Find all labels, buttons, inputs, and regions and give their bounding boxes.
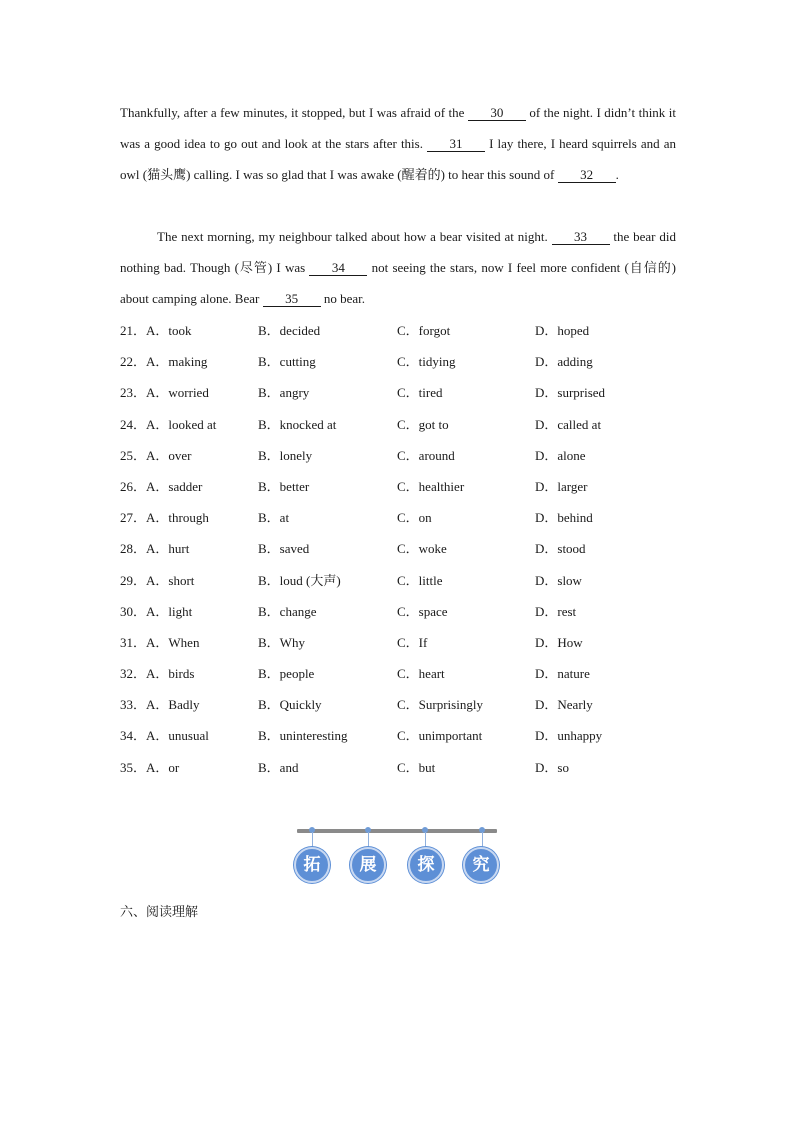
option-c: C．around: [397, 447, 455, 463]
option-c: C．unimportant: [397, 728, 483, 744]
option-b: B．Why: [258, 634, 305, 650]
passage-paragraph-1: [120, 97, 676, 190]
passage-paragraph-2: [120, 221, 676, 314]
option-a: A．hurt: [146, 541, 190, 557]
question-row: [120, 377, 680, 408]
option-d: D．Nearly: [535, 697, 593, 713]
option-a: A．short: [146, 572, 195, 588]
option-b: B．better: [258, 478, 310, 494]
question-a: [120, 346, 207, 377]
passage-text: no bear.: [320, 291, 365, 306]
option-b: B．at: [258, 510, 290, 526]
option-c: C．If: [397, 634, 428, 650]
option-d: D．called at: [535, 416, 602, 432]
banner-char-circle: 究: [463, 847, 499, 883]
question-number: 25．: [120, 447, 147, 463]
question-row: [120, 720, 680, 751]
question-a: [120, 409, 216, 440]
option-b: B．and: [258, 759, 299, 775]
passage-text: I lay there, I heard squirrels and an owl (猫头鹰) calling. I was so glad that I was awake (醒着的) to hear this sound of: [120, 136, 676, 182]
option-b: B．Quickly: [258, 697, 322, 713]
question-row: [120, 752, 680, 783]
question-row: [120, 533, 680, 564]
question-a: [120, 720, 209, 751]
blank-34: 34: [309, 261, 367, 276]
question-row: [120, 440, 680, 471]
banner-char-circle: 探: [408, 847, 444, 883]
question-a: [120, 565, 194, 596]
option-d: D．nature: [535, 666, 590, 682]
option-d: D．behind: [535, 510, 593, 526]
question-number: 31．: [120, 634, 147, 650]
banner-char-circle: 拓: [294, 847, 330, 883]
question-a: [120, 689, 199, 720]
option-c: C．Surprisingly: [397, 697, 483, 713]
question-number: 24．: [120, 416, 147, 432]
question-a: [120, 752, 179, 783]
question-a: [120, 471, 202, 502]
question-number: 22．: [120, 354, 147, 370]
option-c: C．heart: [397, 666, 445, 682]
option-a: A．over: [146, 447, 192, 463]
option-a: A．making: [146, 354, 208, 370]
option-b: B．knocked at: [258, 416, 337, 432]
question-a: [120, 596, 192, 627]
passage-text: the bear did nothing bad. Though (尽管) I was: [120, 229, 676, 275]
question-row: [120, 565, 680, 596]
option-b: B．decided: [258, 323, 321, 338]
option-c: C．space: [397, 603, 448, 619]
extension-inquiry-banner: [293, 822, 505, 888]
option-c: C．little: [397, 572, 443, 588]
option-c: C．tidying: [397, 354, 456, 370]
option-d: D．alone: [535, 447, 586, 463]
option-a: A．light: [146, 603, 193, 619]
question-a: [120, 658, 194, 689]
option-c: C．but: [397, 759, 436, 775]
question-row: [120, 502, 680, 533]
option-a: A．looked at: [146, 416, 217, 432]
question-number: 34．: [120, 728, 147, 744]
question-a: [120, 315, 192, 346]
option-d: D．unhappy: [535, 728, 603, 744]
blank-30: 30: [468, 106, 526, 121]
question-row: [120, 596, 680, 627]
question-number: 28．: [120, 541, 147, 557]
question-number: 30．: [120, 603, 147, 619]
question-number: 26．: [120, 478, 147, 494]
option-a: A．took: [146, 323, 192, 338]
option-a: A．unusual: [146, 728, 209, 744]
blank-32: 32: [558, 168, 616, 183]
question-row: [120, 409, 680, 440]
question-number: 35．: [120, 759, 147, 775]
banner-string: [482, 832, 483, 848]
option-b: B．change: [258, 603, 317, 619]
option-c: C．forgot: [397, 323, 451, 338]
passage-text: not seeing the stars, now I feel more confident (自信的) about camping alone. Bear: [120, 260, 676, 306]
option-c: C．got to: [397, 416, 449, 432]
option-b: B．people: [258, 666, 315, 682]
question-row: [120, 627, 680, 658]
option-a: A．When: [146, 634, 200, 650]
option-d: D．rest: [535, 603, 577, 619]
option-a: A．Badly: [146, 697, 200, 713]
question-a: [120, 440, 192, 471]
option-d: D．surprised: [535, 385, 606, 401]
passage-text: Thankfully, after a few minutes, it stopped, but I was afraid of the: [120, 105, 468, 120]
option-b: B．uninteresting: [258, 728, 348, 744]
banner-string: [312, 832, 313, 848]
option-b: B．angry: [258, 385, 310, 401]
question-row: [120, 346, 680, 377]
banner-hanger-bar: [297, 829, 497, 833]
option-d: D．larger: [535, 478, 588, 494]
question-row: [120, 315, 680, 346]
question-a: [120, 533, 189, 564]
banner-char-circle: 展: [350, 847, 386, 883]
option-b: B．lonely: [258, 447, 313, 463]
option-d: D．so: [535, 759, 569, 775]
question-number: 32．: [120, 666, 147, 682]
section-heading: 六、阅读理解: [120, 905, 199, 920]
blank-35: 35: [263, 292, 321, 307]
option-c: C．tired: [397, 385, 443, 401]
question-number: 29．: [120, 572, 147, 588]
option-a: A．through: [146, 510, 209, 526]
question-row: [120, 471, 680, 502]
question-a: [120, 377, 209, 408]
question-number: 33．: [120, 697, 147, 713]
question-a: [120, 502, 209, 533]
banner-string: [368, 832, 369, 848]
option-a: A．sadder: [146, 478, 203, 494]
option-b: B．saved: [258, 541, 310, 557]
question-options-list: [120, 315, 680, 783]
option-b: B．cutting: [258, 354, 316, 370]
passage-text: The next morning, my neighbour talked about how a bear visited at night.: [157, 229, 552, 244]
option-c: C．healthier: [397, 478, 465, 494]
blank-31: 31: [427, 137, 485, 152]
blank-33: 33: [552, 230, 610, 245]
option-b: B．loud (大声): [258, 572, 341, 588]
question-row: [120, 658, 680, 689]
option-a: A．birds: [146, 666, 195, 682]
question-number: 27．: [120, 510, 147, 526]
question-number: 21．: [120, 323, 147, 338]
option-a: A．worried: [146, 385, 209, 401]
option-c: C．on: [397, 510, 432, 526]
question-number: 23．: [120, 385, 147, 401]
option-d: D．adding: [535, 354, 593, 370]
option-d: D．hoped: [535, 323, 590, 338]
option-c: C．woke: [397, 541, 447, 557]
question-a: [120, 627, 199, 658]
option-a: A．or: [146, 759, 180, 775]
passage-text: .: [615, 167, 619, 182]
option-d: D．slow: [535, 572, 582, 588]
option-d: D．How: [535, 634, 583, 650]
passage-text: of the night. I didn’t think it was a good idea to go out and look at the stars after this.: [120, 105, 676, 151]
banner-string: [425, 832, 426, 848]
option-d: D．stood: [535, 541, 586, 557]
question-row: [120, 689, 680, 720]
